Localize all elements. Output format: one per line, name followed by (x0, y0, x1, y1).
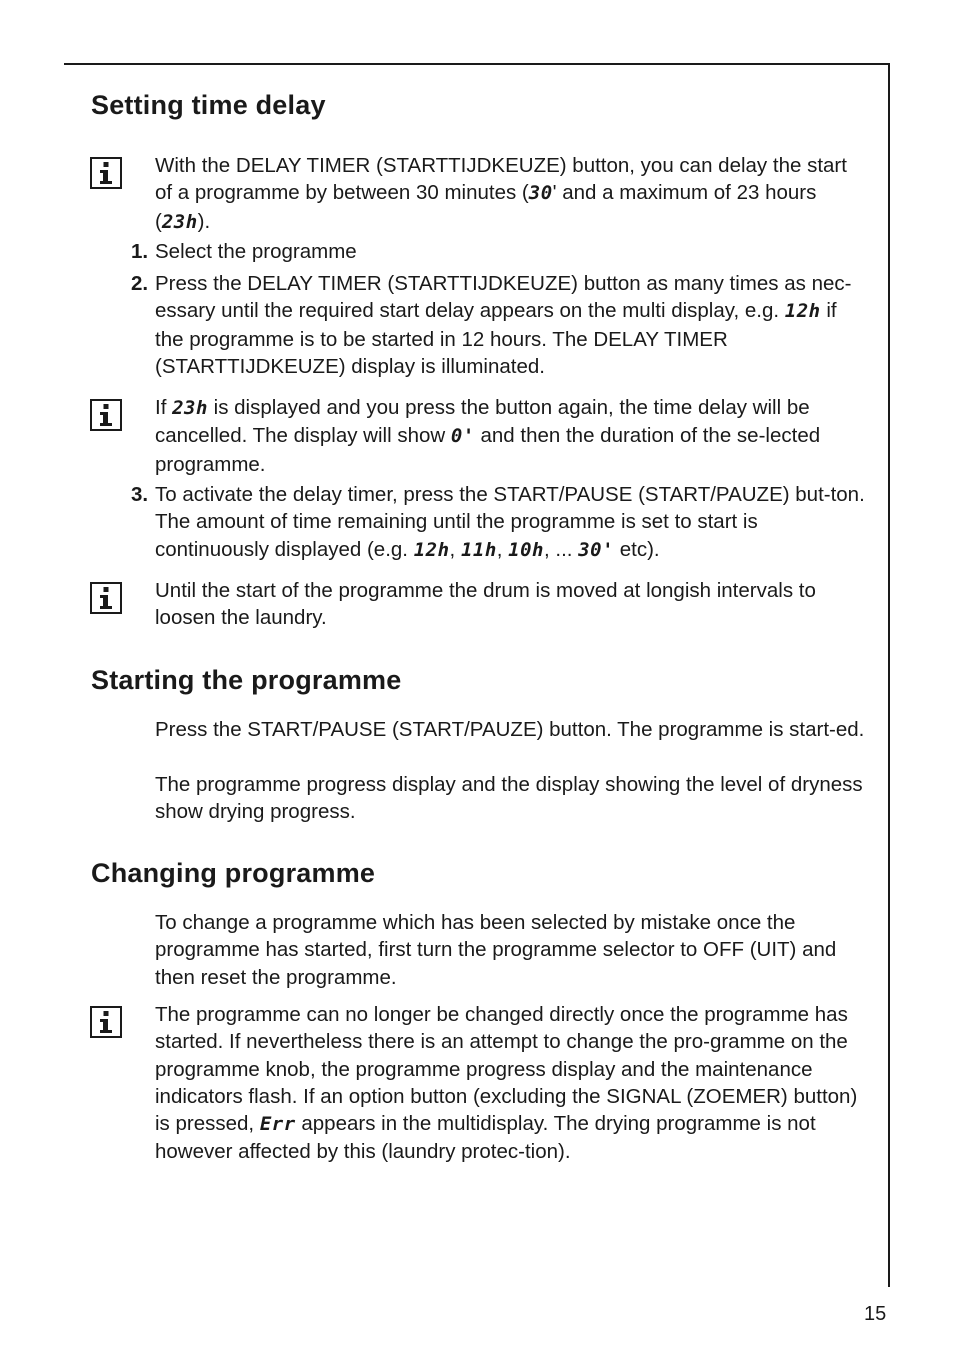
top-rule (64, 63, 890, 65)
info-delay-range: With the DELAY TIMER (STARTTIJDKEUZE) button, you can delay the start of a programme by between 30 minutes (30' and a maximum of 23 hours (23h). (155, 154, 847, 233)
change-paragraph-1: To change a programme which has been selected by mistake once the programme has started, first turn the programme selector to OFF (UIT) and then reset the programme. (155, 911, 837, 989)
lcd-10h: 10h (508, 538, 544, 561)
page-number: 15 (864, 1303, 887, 1325)
heading-changing-programme: Changing programme (91, 858, 376, 888)
side-rule (888, 63, 890, 1287)
info-drum-movement: Until the start of the programme the drum is moved at longish intervals to loosen the laundry. (155, 579, 816, 630)
lcd-30: 30 (528, 182, 553, 205)
step-number-2: 2. (131, 272, 149, 295)
step-2-text: Press the DELAY TIMER (STARTTIJDKEUZE) button as many times as nec-essary until the required start delay appears on the multi display, e.g. 12h if the programme is to be started in 12 hours. The DELAY TIMER (STARTTIJDKEUZE) display is illuminated. (155, 272, 852, 378)
step-1-text: Select the programme (155, 240, 357, 263)
step-3-text: To activate the delay timer, press the START/PAUSE (START/PAUZE) but-ton. The amount of time remaining until the programme is set to start is continuously displayed (e.g. 12h, 11h, 10h, ... 30' etc). (155, 483, 865, 561)
lcd-30: 30' (578, 538, 615, 561)
step-number-1: 1. (131, 240, 149, 263)
info-change-restriction: The programme can no longer be changed directly once the programme has started. If nevertheless there is an attempt to change the pro-gramme on the programme knob, the programme progress display and the maintenance indicators flash. If an option button (excluding the SIGNAL (ZOEMER) button) is pressed, Err appears in the multidisplay. The drying programme is not however affected by this (laundry protec-tion). (155, 1003, 858, 1164)
lcd-err: Err (259, 1113, 296, 1136)
info-icon (90, 582, 122, 614)
info-icon (90, 157, 122, 189)
info-cancel-delay: If 23h is displayed and you press the button again, the time delay will be cancelled. The display will show 0' and then the duration of the se-lected programme. (155, 396, 821, 476)
lcd-23h: 23h (172, 397, 208, 419)
lcd-23h: 23h (161, 210, 198, 233)
lcd-12h: 12h (784, 300, 821, 323)
info-icon (90, 1006, 122, 1038)
lcd-0: 0' (450, 425, 475, 448)
heading-starting-the-programme: Starting the programme (91, 665, 402, 695)
lcd-12h: 12h (413, 538, 450, 561)
heading-setting-time-delay: Setting time delay (91, 90, 326, 120)
step-number-3: 3. (131, 483, 149, 506)
lcd-11h: 11h (460, 538, 497, 561)
start-paragraph-2: The programme progress display and the display showing the level of dryness show drying progress. (155, 773, 863, 824)
start-paragraph-1: Press the START/PAUSE (START/PAUZE) button. The programme is start-ed. (155, 718, 865, 741)
info-icon (90, 399, 122, 431)
